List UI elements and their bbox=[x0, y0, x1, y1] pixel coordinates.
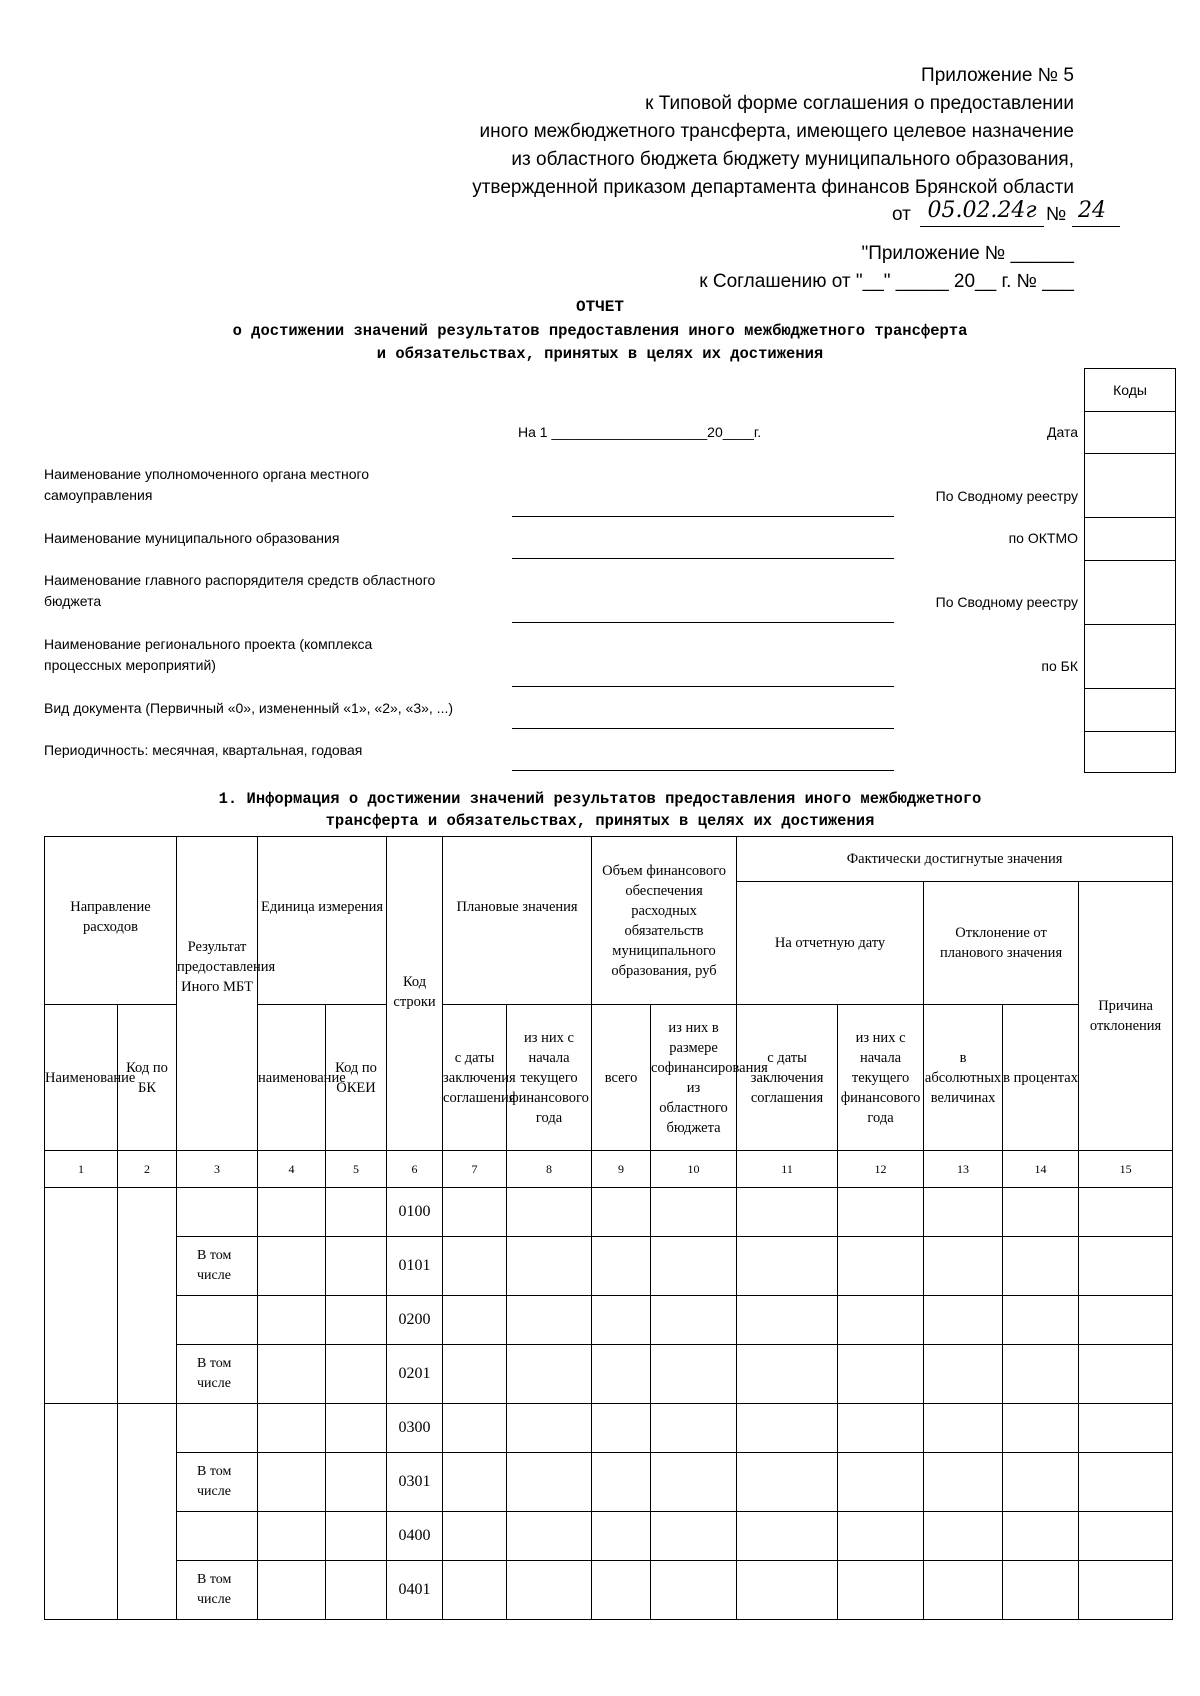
report-subtitle-2: и обязательствах, принятых в целях их достижения bbox=[376, 345, 824, 363]
cell[interactable] bbox=[326, 1561, 387, 1620]
field-label-authority: Наименование уполномоченного органа местного самоуправления bbox=[44, 466, 370, 503]
field-right-authority: По Сводному реестру bbox=[935, 488, 1078, 504]
including-label: В том числе bbox=[177, 1561, 258, 1620]
cell[interactable] bbox=[1079, 1188, 1173, 1237]
cell[interactable] bbox=[507, 1453, 592, 1512]
cell-direction-bk[interactable] bbox=[118, 1404, 177, 1620]
cell[interactable] bbox=[924, 1404, 1003, 1453]
order-date-row bbox=[892, 200, 1182, 230]
number-label: № bbox=[1046, 204, 1067, 225]
cell[interactable] bbox=[326, 1512, 387, 1561]
cell[interactable] bbox=[1079, 1453, 1173, 1512]
cell[interactable] bbox=[924, 1345, 1003, 1404]
including-label: В том числе bbox=[177, 1237, 258, 1296]
th-actual: Фактически достигнутые значения bbox=[737, 837, 1173, 882]
th-deviation: Отклонение от планового значения bbox=[924, 882, 1079, 1005]
col-number: 3 bbox=[177, 1151, 258, 1188]
cell[interactable] bbox=[651, 1188, 737, 1237]
cell[interactable] bbox=[258, 1296, 326, 1345]
col-number: 14 bbox=[1003, 1151, 1079, 1188]
cell[interactable] bbox=[737, 1404, 838, 1453]
cell[interactable] bbox=[592, 1345, 651, 1404]
cell[interactable] bbox=[838, 1345, 924, 1404]
col-number: 15 bbox=[1079, 1151, 1173, 1188]
cell[interactable] bbox=[443, 1237, 507, 1296]
col-number: 5 bbox=[326, 1151, 387, 1188]
cell[interactable] bbox=[1003, 1404, 1079, 1453]
cell[interactable] bbox=[838, 1404, 924, 1453]
cell[interactable] bbox=[443, 1296, 507, 1345]
from-label: от bbox=[892, 204, 911, 225]
table-row bbox=[45, 1561, 1173, 1620]
col-number: 10 bbox=[651, 1151, 737, 1188]
code-cell-doctype[interactable] bbox=[1084, 689, 1176, 732]
results-table bbox=[44, 836, 1173, 1620]
cell[interactable] bbox=[924, 1512, 1003, 1561]
table-row bbox=[45, 1345, 1173, 1404]
col-number: 13 bbox=[924, 1151, 1003, 1188]
cell[interactable] bbox=[1079, 1296, 1173, 1345]
cell[interactable] bbox=[507, 1512, 592, 1561]
cell[interactable] bbox=[737, 1188, 838, 1237]
th-volume: Объем финансового обеспечения расходных обязательств муниципального образования, руб bbox=[592, 837, 737, 1005]
cell[interactable] bbox=[326, 1453, 387, 1512]
cell[interactable] bbox=[1003, 1188, 1079, 1237]
header-line-4: из областного бюджета бюджету муниципального образования, bbox=[511, 149, 1074, 170]
cell[interactable] bbox=[592, 1404, 651, 1453]
cell[interactable] bbox=[838, 1296, 924, 1345]
row-code: 0400 bbox=[387, 1512, 443, 1561]
cell[interactable] bbox=[258, 1453, 326, 1512]
th-bk: Код по БК bbox=[118, 1005, 177, 1151]
header-line-2: к Типовой форме соглашения о предоставлении bbox=[645, 93, 1074, 114]
th-on-date: На отчетную дату bbox=[737, 882, 924, 1005]
cell[interactable] bbox=[838, 1561, 924, 1620]
report-title: ОТЧЕТ bbox=[575, 298, 624, 316]
cell-direction-name[interactable] bbox=[45, 1404, 118, 1620]
cell[interactable] bbox=[1003, 1345, 1079, 1404]
cell[interactable] bbox=[592, 1561, 651, 1620]
section1-title-2: трансферта и обязательствах, принятых в целях их достижения bbox=[325, 812, 875, 830]
col-number: 9 bbox=[592, 1151, 651, 1188]
cell[interactable] bbox=[838, 1512, 924, 1561]
field-label-municipality: Наименование муниципального образования bbox=[44, 530, 340, 546]
cell[interactable] bbox=[507, 1561, 592, 1620]
th-fact-year: из них с начала текущего финансового года bbox=[838, 1005, 924, 1151]
code-cell-date[interactable] bbox=[1084, 411, 1176, 454]
th-okei: Код по ОКЕИ bbox=[326, 1005, 387, 1151]
th-name: Наименование bbox=[45, 1005, 118, 1151]
cell[interactable] bbox=[1003, 1296, 1079, 1345]
header-line-5: утвержденной приказом департамента финансов Брянской области bbox=[472, 177, 1074, 198]
th-pct: в процентах bbox=[1003, 1005, 1079, 1151]
cell[interactable] bbox=[651, 1561, 737, 1620]
header-line-1: Приложение № 5 bbox=[921, 65, 1074, 86]
cell[interactable] bbox=[326, 1345, 387, 1404]
cell[interactable] bbox=[651, 1237, 737, 1296]
row-code: 0300 bbox=[387, 1404, 443, 1453]
th-result: Результат предоставления Иного МБТ bbox=[177, 837, 258, 1151]
codes-header: Коды bbox=[1084, 368, 1176, 412]
th-fact-from: с даты заключения соглашения bbox=[737, 1005, 838, 1151]
cell[interactable] bbox=[924, 1453, 1003, 1512]
report-subtitle-1: о достижении значений результатов предоставления иного межбюджетного трансферта bbox=[232, 322, 968, 340]
col-number: 8 bbox=[507, 1151, 592, 1188]
code-cell-bk[interactable] bbox=[1084, 625, 1176, 689]
cell[interactable] bbox=[258, 1237, 326, 1296]
row-code: 0201 bbox=[387, 1345, 443, 1404]
code-cell-registry-2[interactable] bbox=[1084, 561, 1176, 625]
cell[interactable] bbox=[443, 1561, 507, 1620]
cell[interactable] bbox=[651, 1453, 737, 1512]
field-label-periodicity: Периодичность: месячная, квартальная, годовая bbox=[44, 742, 363, 758]
col-number: 4 bbox=[258, 1151, 326, 1188]
section1-title-1: 1. Информация о достижении значений результатов предоставления иного межбюджетного bbox=[218, 790, 982, 808]
field-line-municipality[interactable] bbox=[512, 558, 894, 559]
cell[interactable] bbox=[1079, 1561, 1173, 1620]
cell[interactable] bbox=[1003, 1561, 1079, 1620]
cell[interactable] bbox=[651, 1404, 737, 1453]
cell[interactable] bbox=[326, 1404, 387, 1453]
cell[interactable] bbox=[592, 1453, 651, 1512]
cell[interactable] bbox=[443, 1404, 507, 1453]
cell[interactable] bbox=[737, 1561, 838, 1620]
table-row bbox=[45, 1404, 1173, 1453]
cell[interactable] bbox=[507, 1188, 592, 1237]
cell[interactable] bbox=[443, 1453, 507, 1512]
row-code: 0100 bbox=[387, 1188, 443, 1237]
row-code: 0401 bbox=[387, 1561, 443, 1620]
appendix-line: "Приложение № ______ bbox=[861, 243, 1074, 264]
col-number: 11 bbox=[737, 1151, 838, 1188]
including-label: В том числе bbox=[177, 1345, 258, 1404]
cell-result[interactable] bbox=[177, 1512, 258, 1561]
cell[interactable] bbox=[737, 1345, 838, 1404]
cell[interactable] bbox=[924, 1561, 1003, 1620]
cell[interactable] bbox=[838, 1237, 924, 1296]
field-line-project[interactable] bbox=[512, 686, 894, 687]
field-label-administrator: Наименование главного распорядителя средств областного бюджета bbox=[44, 572, 436, 609]
cell[interactable] bbox=[443, 1188, 507, 1237]
th-direction: Направление расходов bbox=[45, 837, 177, 1005]
table-row bbox=[45, 1237, 1173, 1296]
handwritten-number: 24 bbox=[1078, 198, 1106, 223]
cell[interactable] bbox=[443, 1345, 507, 1404]
agreement-line: к Соглашению от "__" _____ 20__ г. № ___ bbox=[699, 271, 1074, 292]
col-number: 6 bbox=[387, 1151, 443, 1188]
cell[interactable] bbox=[326, 1296, 387, 1345]
table-row bbox=[45, 1188, 1173, 1237]
cell[interactable] bbox=[592, 1237, 651, 1296]
th-unit-name: наименование bbox=[258, 1005, 326, 1151]
cell[interactable] bbox=[507, 1296, 592, 1345]
cell[interactable] bbox=[924, 1237, 1003, 1296]
field-right-municipality: по ОКТМО bbox=[1008, 530, 1078, 546]
handwritten-date: 05.02.24г bbox=[927, 198, 1037, 223]
th-total: всего bbox=[592, 1005, 651, 1151]
cell[interactable] bbox=[1003, 1237, 1079, 1296]
cell[interactable] bbox=[1003, 1512, 1079, 1561]
field-line-administrator[interactable] bbox=[512, 622, 894, 623]
th-cofin: из них в размере софинансирования из областного бюджета bbox=[651, 1005, 737, 1151]
table-row bbox=[45, 1512, 1173, 1561]
cell-direction-bk[interactable] bbox=[118, 1188, 177, 1404]
field-label-doctype: Вид документа (Первичный «0», измененный «1», «2», «3», ...) bbox=[44, 700, 454, 716]
field-line-authority[interactable] bbox=[512, 516, 894, 517]
cell[interactable] bbox=[507, 1237, 592, 1296]
table-row bbox=[45, 1296, 1173, 1345]
code-cell-registry-1[interactable] bbox=[1084, 454, 1176, 518]
cell[interactable] bbox=[258, 1561, 326, 1620]
cell[interactable] bbox=[1079, 1345, 1173, 1404]
cell[interactable] bbox=[651, 1345, 737, 1404]
col-number: 12 bbox=[838, 1151, 924, 1188]
cell[interactable] bbox=[924, 1296, 1003, 1345]
th-plan-year: из них с начала текущего финансового года bbox=[507, 1005, 592, 1151]
cell[interactable] bbox=[258, 1512, 326, 1561]
col-number: 1 bbox=[45, 1151, 118, 1188]
cell-result[interactable] bbox=[177, 1188, 258, 1237]
th-abs: в абсолютных величинах bbox=[924, 1005, 1003, 1151]
row-code: 0301 bbox=[387, 1453, 443, 1512]
header-line-3: иного межбюджетного трансферта, имеющего целевое назначение bbox=[479, 121, 1074, 142]
cell[interactable] bbox=[737, 1453, 838, 1512]
cell[interactable] bbox=[326, 1188, 387, 1237]
cell[interactable] bbox=[592, 1512, 651, 1561]
cell[interactable] bbox=[838, 1188, 924, 1237]
field-label-project: Наименование регионального проекта (комплекса процессных мероприятий) bbox=[44, 636, 373, 673]
th-plan-from: с даты заключения соглашения bbox=[443, 1005, 507, 1151]
cell[interactable] bbox=[1079, 1512, 1173, 1561]
cell[interactable] bbox=[737, 1512, 838, 1561]
cell[interactable] bbox=[924, 1188, 1003, 1237]
cell[interactable] bbox=[1079, 1404, 1173, 1453]
cell[interactable] bbox=[258, 1404, 326, 1453]
col-number: 2 bbox=[118, 1151, 177, 1188]
cell[interactable] bbox=[651, 1512, 737, 1561]
cell[interactable] bbox=[1079, 1237, 1173, 1296]
th-reason: Причина отклонения bbox=[1079, 882, 1173, 1151]
cell[interactable] bbox=[592, 1296, 651, 1345]
table-row bbox=[45, 1453, 1173, 1512]
including-label: В том числе bbox=[177, 1453, 258, 1512]
th-unit: Единица измерения bbox=[258, 837, 387, 1005]
cell-result[interactable] bbox=[177, 1404, 258, 1453]
field-line-doctype[interactable] bbox=[512, 728, 894, 729]
cell[interactable] bbox=[443, 1512, 507, 1561]
cell[interactable] bbox=[258, 1188, 326, 1237]
cell[interactable] bbox=[838, 1453, 924, 1512]
th-code: Код строки bbox=[387, 837, 443, 1151]
th-plan: Плановые значения bbox=[443, 837, 592, 1005]
cell[interactable] bbox=[737, 1237, 838, 1296]
code-cell-periodicity[interactable] bbox=[1084, 732, 1176, 773]
cell[interactable] bbox=[326, 1237, 387, 1296]
field-right-project: по БК bbox=[1041, 658, 1078, 674]
cell[interactable] bbox=[507, 1345, 592, 1404]
cell-direction-name[interactable] bbox=[45, 1188, 118, 1404]
field-right-administrator: По Сводному реестру bbox=[935, 594, 1078, 610]
date-line: На 1 ____________________20____г. bbox=[518, 424, 762, 440]
date-right-label: Дата bbox=[1046, 424, 1078, 440]
cell[interactable] bbox=[258, 1345, 326, 1404]
cell-result[interactable] bbox=[177, 1296, 258, 1345]
col-number: 7 bbox=[443, 1151, 507, 1188]
code-cell-oktmo[interactable] bbox=[1084, 518, 1176, 561]
cell[interactable] bbox=[592, 1188, 651, 1237]
cell[interactable] bbox=[737, 1296, 838, 1345]
row-code: 0101 bbox=[387, 1237, 443, 1296]
row-code: 0200 bbox=[387, 1296, 443, 1345]
cell[interactable] bbox=[651, 1296, 737, 1345]
cell[interactable] bbox=[1003, 1453, 1079, 1512]
field-line-periodicity[interactable] bbox=[512, 770, 894, 771]
cell[interactable] bbox=[507, 1404, 592, 1453]
